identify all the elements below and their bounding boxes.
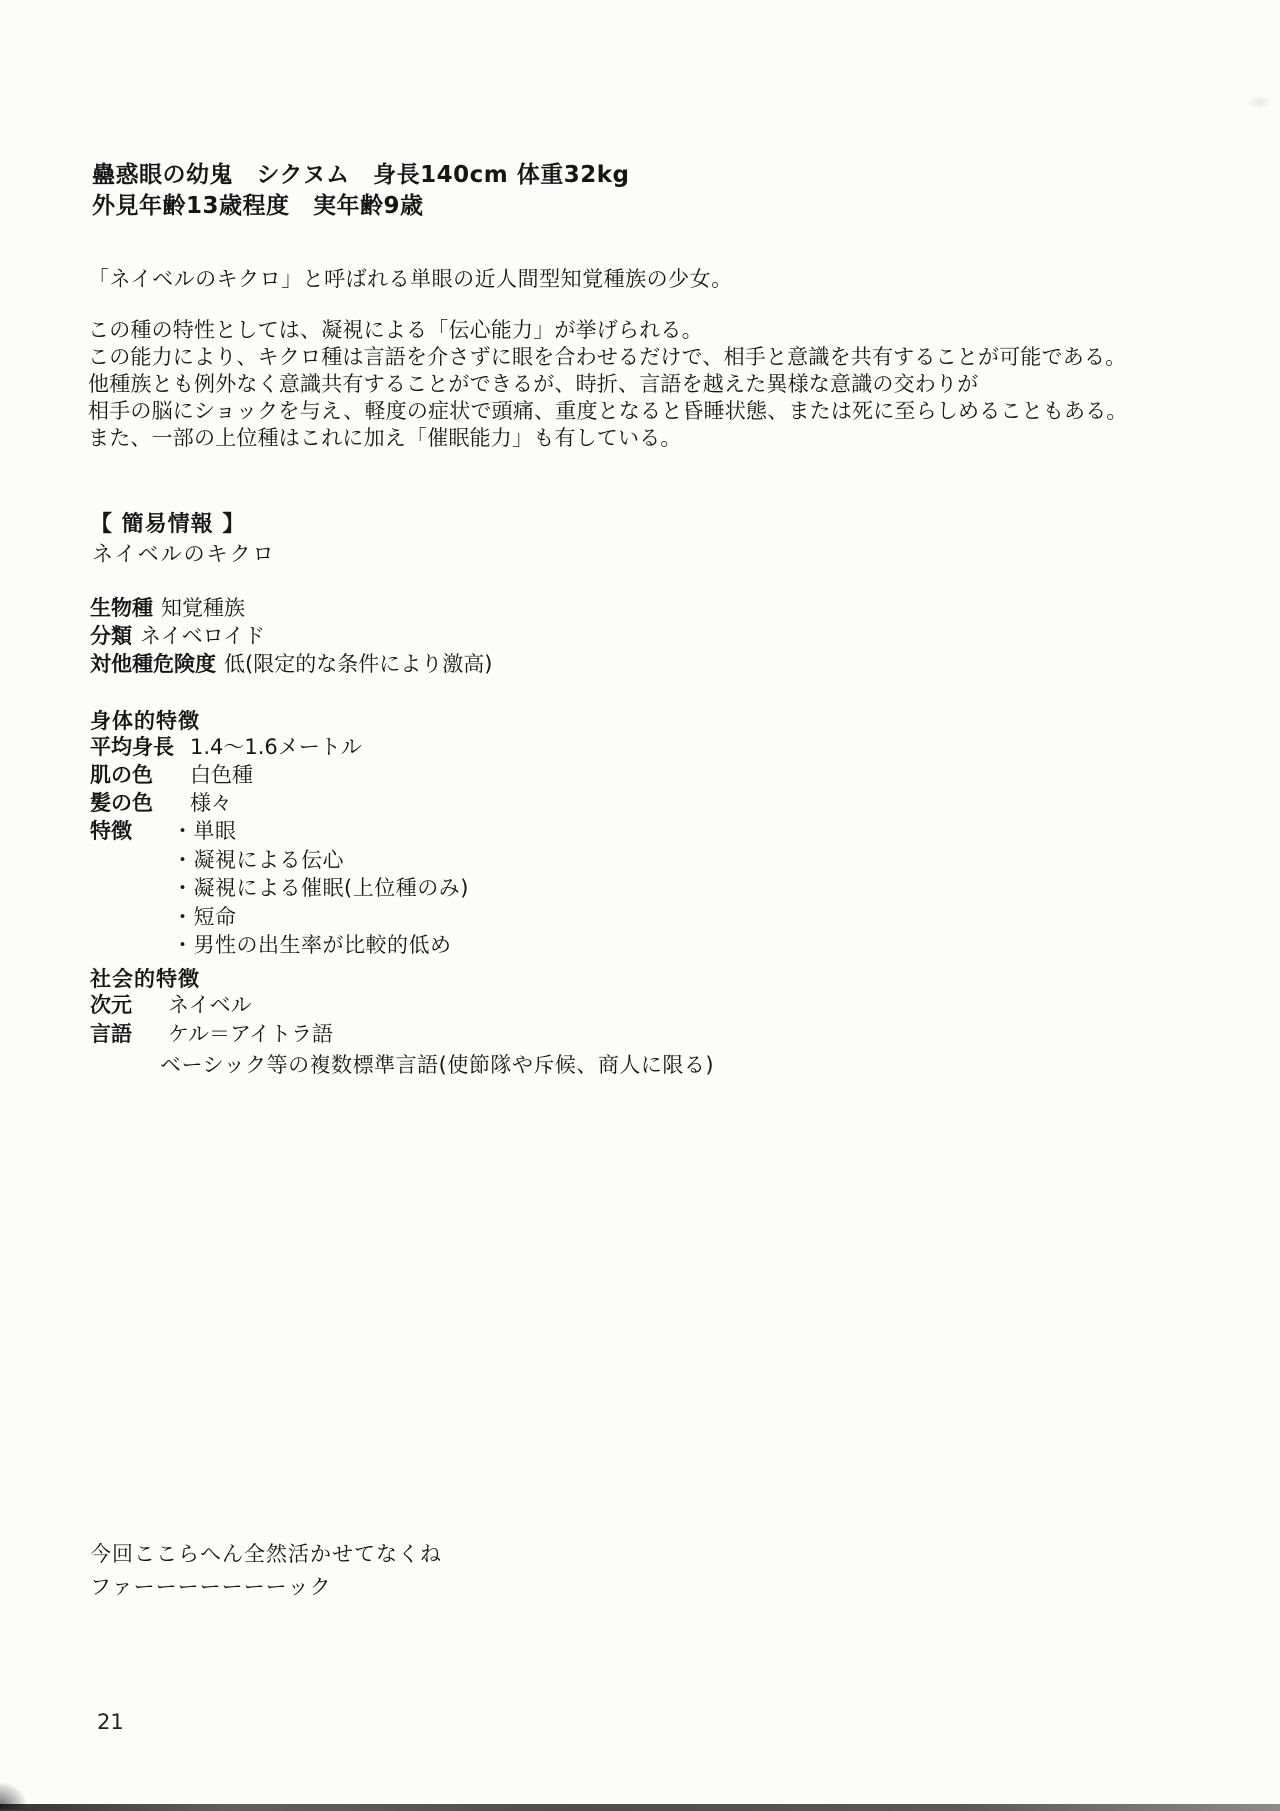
description-line: 相手の脳にショックを与え、軽度の症状で頭痛、重度となると昏睡状態、または死に至らしめることもある。	[88, 399, 1128, 423]
physical-value: 1.4〜1.6メートル	[190, 735, 362, 759]
social-label: 次元	[90, 993, 132, 1017]
features-block	[90, 817, 469, 960]
physical-row	[90, 789, 362, 817]
description-line: 他種族とも例外なく意識共有することができるが、時折、言語を越えた異様な意識の交わりが	[88, 372, 979, 396]
classification-value: ネイベロイド	[140, 624, 265, 648]
social-row	[90, 991, 333, 1020]
features-list	[172, 817, 469, 960]
scan-bottom-edge	[0, 1804, 1280, 1811]
classification-label: 分類	[90, 624, 132, 648]
page-number: 21	[97, 1710, 124, 1734]
description-line: この種の特性としては、凝視による「伝心能力」が挙げられる。	[88, 318, 703, 342]
physical-row	[90, 761, 362, 789]
author-note-line: 今回ここらへん全然活かせてなくね	[90, 1542, 442, 1566]
classification-row	[90, 594, 492, 622]
social-value: ネイベル	[168, 993, 252, 1017]
character-title-block	[92, 160, 629, 222]
character-description	[88, 317, 1128, 452]
feature-item: ・男性の出生率が比較的低め	[172, 933, 452, 957]
language-extra-line: ベーシック等の複数標準言語(使節隊や斥候、商人に限る)	[160, 1053, 715, 1077]
classification-row	[90, 650, 492, 678]
author-note	[90, 1538, 442, 1604]
physical-label: 平均身長	[90, 735, 174, 759]
physical-value: 白色種	[190, 763, 253, 787]
physical-traits-heading: 身体的特徴	[90, 709, 200, 733]
social-row	[90, 1020, 333, 1049]
social-label: 言語	[90, 1022, 132, 1046]
physical-row	[90, 733, 362, 761]
scan-artifact	[1246, 95, 1272, 109]
classification-value: 知覚種族	[161, 596, 245, 620]
description-line: この能力により、キクロ種は言語を介さずに眼を合わせるだけで、相手と意識を共有することが可能である。	[88, 345, 1127, 369]
description-line: また、一部の上位種はこれに加え「催眠能力」も有している。	[88, 426, 682, 450]
feature-item: ・凝視による催眠(上位種のみ)	[172, 876, 469, 900]
physical-value: 様々	[190, 791, 232, 815]
features-label: 特徴	[90, 819, 132, 843]
character-title-line: 蠱惑眼の幼鬼 シクヌム 身長140cm 体重32kg	[92, 162, 630, 188]
social-value: ケル＝アイトラ語	[168, 1022, 334, 1046]
social-traits-heading: 社会的特徴	[90, 967, 200, 991]
character-intro-line: 「ネイベルのキクロ」と呼ばれる単眼の近人間型知覚種族の少女。	[88, 267, 733, 291]
classification-label: 生物種	[90, 596, 153, 620]
feature-item: ・単眼	[172, 819, 237, 843]
author-note-line: ファーーーーーーーック	[90, 1575, 332, 1599]
character-age-line: 外見年齢13歳程度 実年齢9歳	[92, 193, 424, 219]
social-traits-rows	[90, 991, 333, 1049]
feature-item: ・短命	[172, 904, 237, 929]
physical-label: 髪の色	[90, 791, 153, 815]
classification-rows	[90, 594, 492, 678]
species-name: ネイベルのキクロ	[92, 542, 276, 566]
classification-row	[90, 622, 492, 650]
classification-value: 低(限定的な条件により激高)	[224, 652, 493, 676]
physical-label: 肌の色	[90, 763, 153, 787]
feature-item: ・凝視による伝心	[172, 847, 344, 872]
physical-traits-rows	[90, 733, 362, 817]
classification-label: 対他種危険度	[90, 652, 216, 676]
simple-info-heading: 【 簡易情報 】	[90, 512, 246, 537]
